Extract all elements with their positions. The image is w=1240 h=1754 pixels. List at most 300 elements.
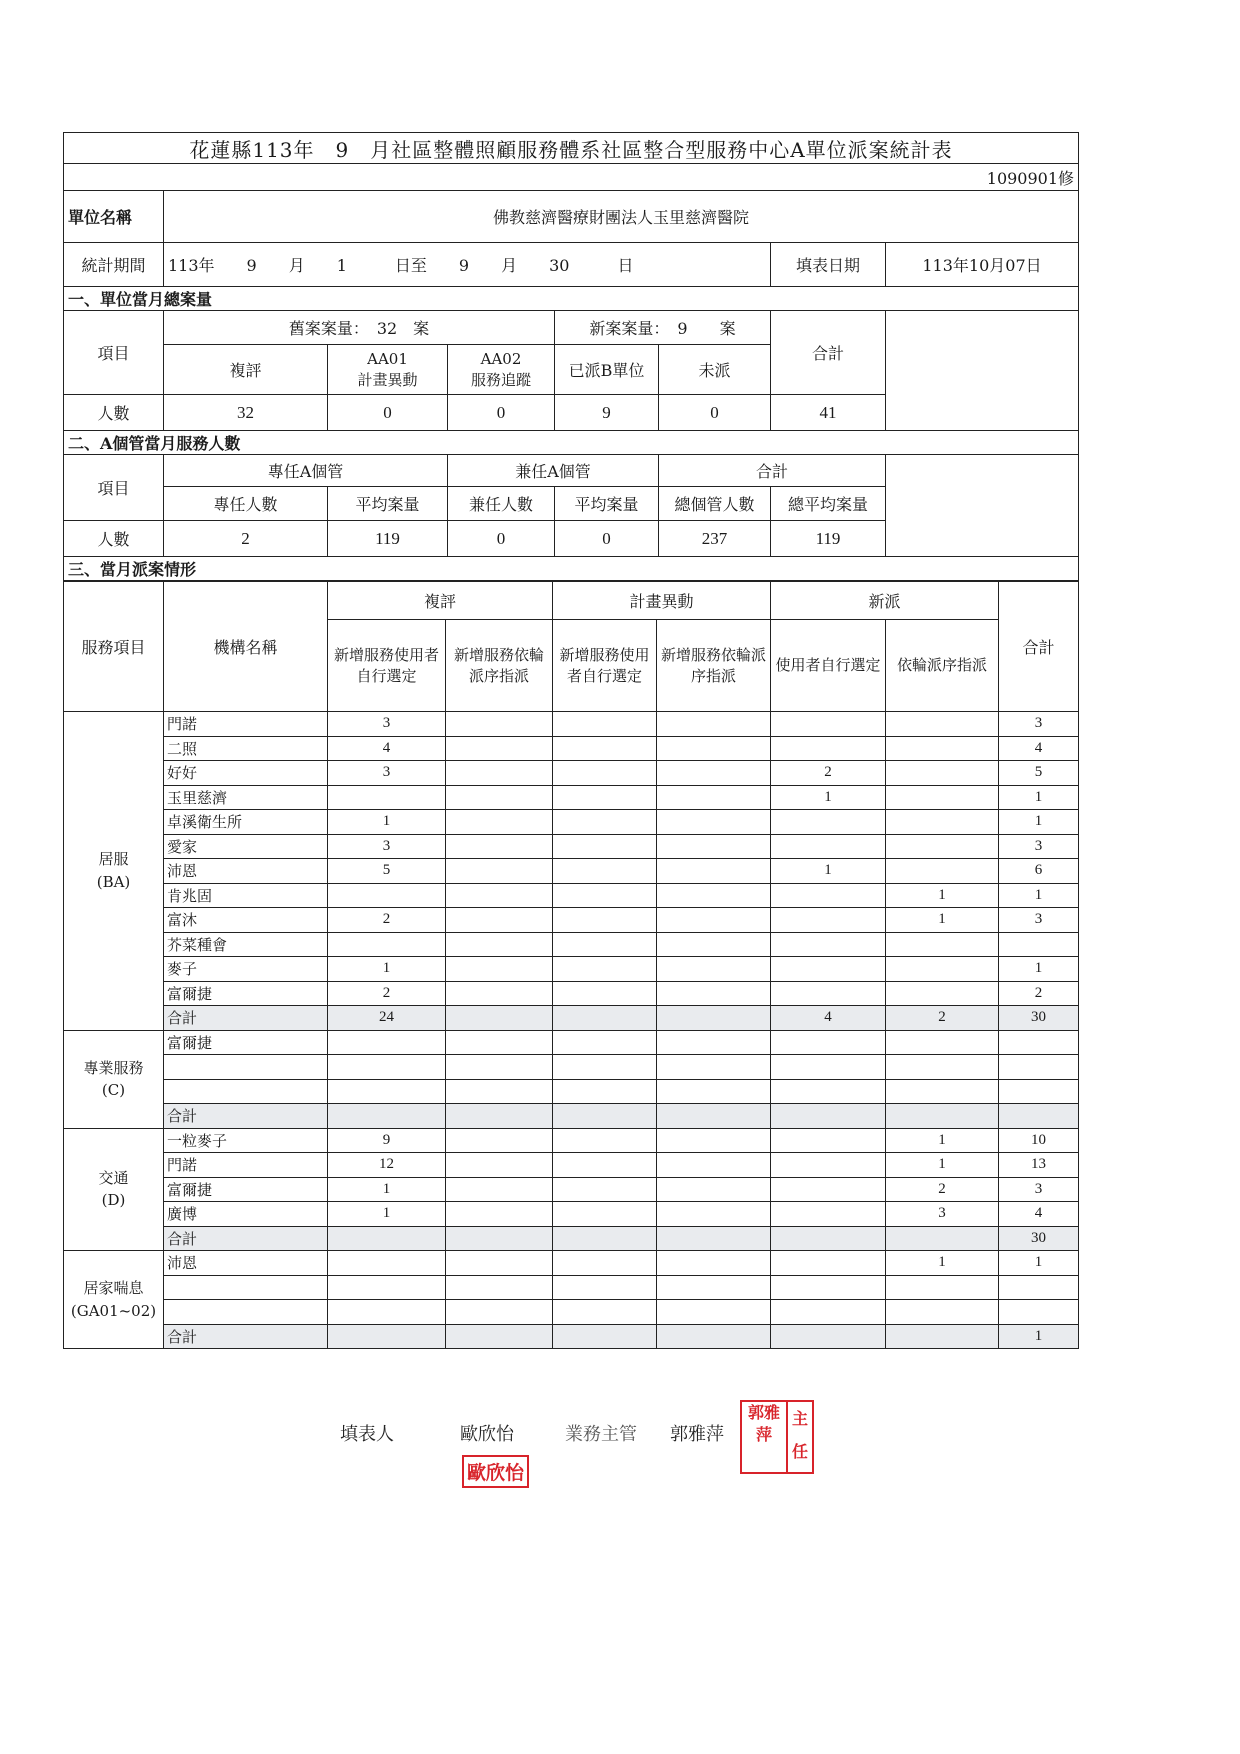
dispatch-count xyxy=(446,834,553,859)
table-row xyxy=(64,1251,1079,1276)
dispatch-count xyxy=(446,1153,553,1178)
dispatch-count xyxy=(328,785,446,810)
row-total: 1 xyxy=(999,957,1079,982)
dispatch-count xyxy=(886,1300,999,1325)
agency-name: 合計 xyxy=(164,1104,328,1129)
row-total: 1 xyxy=(999,1251,1079,1276)
dispatch-count xyxy=(446,810,553,835)
dispatch-count xyxy=(771,834,886,859)
dispatch-count xyxy=(657,883,771,908)
dispatch-count: 3 xyxy=(328,712,446,737)
s1-value: 9 xyxy=(555,395,659,431)
dispatch-count xyxy=(446,1226,553,1251)
dispatch-count xyxy=(771,957,886,982)
dispatch-count xyxy=(553,908,657,933)
dispatch-count xyxy=(657,1251,771,1276)
dispatch-count xyxy=(328,1104,446,1129)
supervisor-stamp-title: 主任 xyxy=(791,1409,808,1461)
dispatch-count xyxy=(771,712,886,737)
s1-new-cases: 新案案量： 9 案 xyxy=(555,311,771,345)
dispatch-count xyxy=(446,785,553,810)
dispatch-count xyxy=(446,1202,553,1227)
s3-subcol: 新增服務使用者自行選定 xyxy=(553,620,657,712)
table-row xyxy=(64,908,1079,933)
dispatch-count xyxy=(771,908,886,933)
service-category-name: 專業服務 xyxy=(83,1058,144,1077)
dispatch-count xyxy=(657,1177,771,1202)
dispatch-count xyxy=(446,736,553,761)
dispatch-count xyxy=(771,932,886,957)
dispatch-count xyxy=(771,1324,886,1349)
dispatch-count xyxy=(553,1055,657,1080)
dispatch-count xyxy=(886,736,999,761)
s3-group-new: 新派 xyxy=(771,582,999,620)
dispatch-count xyxy=(886,785,999,810)
dispatch-count xyxy=(886,859,999,884)
agency-name: 卓溪衛生所 xyxy=(164,810,328,835)
filler-seal-stamp: 歐欣怡 xyxy=(462,1455,529,1488)
dispatch-count xyxy=(657,761,771,786)
row-total: 1 xyxy=(999,785,1079,810)
s1-value-total: 41 xyxy=(771,395,886,431)
dispatch-count xyxy=(771,1055,886,1080)
dispatch-count xyxy=(446,1079,553,1104)
agency-name: 沛恩 xyxy=(164,1251,328,1276)
dispatch-count: 5 xyxy=(328,859,446,884)
dispatch-count xyxy=(657,712,771,737)
dispatch-count: 1 xyxy=(328,1202,446,1227)
row-total: 2 xyxy=(999,981,1079,1006)
dispatch-count xyxy=(328,1275,446,1300)
agency-name: 富爾捷 xyxy=(164,981,328,1006)
dispatch-count xyxy=(886,712,999,737)
dispatch-count xyxy=(328,1251,446,1276)
agency-name: 門諾 xyxy=(164,712,328,737)
dispatch-count xyxy=(657,810,771,835)
dispatch-count xyxy=(328,1226,446,1251)
table-row xyxy=(64,1202,1079,1227)
dispatch-count xyxy=(553,1202,657,1227)
dispatch-count: 12 xyxy=(328,1153,446,1178)
table-row xyxy=(64,932,1079,957)
dispatch-table-body xyxy=(64,712,1079,1349)
table-row xyxy=(64,1030,1079,1055)
agency-name: 麥子 xyxy=(164,957,328,982)
s1-item-label: 項目 xyxy=(64,311,164,395)
dispatch-count xyxy=(553,1153,657,1178)
dispatch-count xyxy=(657,932,771,957)
row-total: 5 xyxy=(999,761,1079,786)
dispatch-count xyxy=(771,1275,886,1300)
dispatch-count xyxy=(771,736,886,761)
header-table xyxy=(63,132,1079,581)
dispatch-count xyxy=(553,932,657,957)
s2-value: 0 xyxy=(448,521,555,557)
dispatch-count xyxy=(446,908,553,933)
filler-name: 歐欣怡 xyxy=(460,1424,514,1445)
row-total: 13 xyxy=(999,1153,1079,1178)
row-total xyxy=(999,1055,1079,1080)
service-category-code: (D) xyxy=(101,1191,126,1210)
dispatch-count: 3 xyxy=(328,834,446,859)
dispatch-count xyxy=(553,1177,657,1202)
subtotal-row xyxy=(64,1006,1079,1031)
dispatch-count xyxy=(553,1128,657,1153)
dispatch-count: 1 xyxy=(886,883,999,908)
agency-name: 一粒麥子 xyxy=(164,1128,328,1153)
agency-name: 門諾 xyxy=(164,1153,328,1178)
table-row xyxy=(64,834,1079,859)
s2-group-fulltime: 專任A個管 xyxy=(164,455,448,487)
dispatch-count xyxy=(657,1226,771,1251)
service-category xyxy=(64,1251,164,1349)
agency-name: 合計 xyxy=(164,1006,328,1031)
s2-col: 總個管人數 xyxy=(659,487,771,521)
s3-col-total: 合計 xyxy=(999,582,1079,712)
table-row xyxy=(64,761,1079,786)
s1-value: 0 xyxy=(328,395,448,431)
dispatch-count xyxy=(446,1251,553,1276)
agency-name xyxy=(164,1055,328,1080)
dispatch-count xyxy=(553,761,657,786)
dispatch-count xyxy=(771,1030,886,1055)
s2-col: 平均案量 xyxy=(328,487,448,521)
dispatch-count: 3 xyxy=(328,761,446,786)
table-row xyxy=(64,1079,1079,1104)
s1-col-aa01-code: AA01 xyxy=(367,350,408,369)
s2-row-label: 人數 xyxy=(64,521,164,557)
form-version: 1090901修 xyxy=(64,164,1079,191)
section1-heading: 一、單位當月總案量 xyxy=(64,287,1079,311)
dispatch-count: 4 xyxy=(328,736,446,761)
agency-name: 玉里慈濟 xyxy=(164,785,328,810)
dispatch-count xyxy=(657,908,771,933)
table-row xyxy=(64,1300,1079,1325)
dispatch-count xyxy=(657,1079,771,1104)
dispatch-count: 3 xyxy=(886,1202,999,1227)
dispatch-count xyxy=(657,1153,771,1178)
row-total: 3 xyxy=(999,834,1079,859)
dispatch-count xyxy=(771,810,886,835)
service-category-name: 居服 xyxy=(98,850,129,869)
dispatch-count xyxy=(886,932,999,957)
dispatch-count xyxy=(657,1275,771,1300)
dispatch-count: 1 xyxy=(328,957,446,982)
dispatch-count xyxy=(553,712,657,737)
agency-name xyxy=(164,1300,328,1325)
dispatch-count: 1 xyxy=(886,1153,999,1178)
dispatch-count xyxy=(886,1055,999,1080)
agency-name: 沛恩 xyxy=(164,859,328,884)
dispatch-count xyxy=(446,761,553,786)
supervisor-stamp-name: 郭雅萍 xyxy=(742,1402,788,1472)
dispatch-count xyxy=(553,1300,657,1325)
row-total: 1 xyxy=(999,1324,1079,1349)
row-total xyxy=(999,1300,1079,1325)
period-label: 統計期間 xyxy=(64,243,164,287)
dispatch-count xyxy=(446,1300,553,1325)
dispatch-count xyxy=(771,1079,886,1104)
agency-name: 富沐 xyxy=(164,908,328,933)
agency-name: 廣博 xyxy=(164,1202,328,1227)
period-value: 113年 9 月 1 日至 9 月 30 日 xyxy=(164,243,771,287)
dispatch-count xyxy=(446,1177,553,1202)
dispatch-count xyxy=(886,1079,999,1104)
table-row xyxy=(64,981,1079,1006)
dispatch-count xyxy=(446,1104,553,1129)
s1-row-label: 人數 xyxy=(64,395,164,431)
s2-value: 119 xyxy=(328,521,448,557)
dispatch-count xyxy=(328,883,446,908)
service-category-code: (C) xyxy=(101,1081,126,1099)
dispatch-count: 1 xyxy=(886,1251,999,1276)
dispatch-count: 1 xyxy=(328,810,446,835)
dispatch-count xyxy=(657,957,771,982)
row-total: 3 xyxy=(999,908,1079,933)
row-total: 3 xyxy=(999,1177,1079,1202)
section2-heading: 二、A個管當月服務人數 xyxy=(64,431,1079,455)
s3-subcol: 依輪派序指派 xyxy=(886,620,999,712)
dispatch-count xyxy=(657,1202,771,1227)
s1-value: 0 xyxy=(448,395,555,431)
s2-col: 專任人數 xyxy=(164,487,328,521)
s2-value: 119 xyxy=(771,521,886,557)
s3-group-plan-change: 計畫異動 xyxy=(553,582,771,620)
agency-name: 富爾捷 xyxy=(164,1030,328,1055)
dispatch-count xyxy=(553,981,657,1006)
dispatch-count xyxy=(553,1104,657,1129)
s1-total-label: 合計 xyxy=(771,311,886,395)
service-category-name: 居家喘息 xyxy=(83,1279,144,1297)
agency-name: 好好 xyxy=(164,761,328,786)
agency-name: 愛家 xyxy=(164,834,328,859)
agency-name: 芥菜種會 xyxy=(164,932,328,957)
filler-label: 填表人 xyxy=(340,1424,394,1445)
dispatch-count xyxy=(553,736,657,761)
dispatch-count xyxy=(657,1128,771,1153)
dispatch-count xyxy=(553,957,657,982)
dispatch-count xyxy=(446,1055,553,1080)
service-category xyxy=(64,1030,164,1128)
supervisor-name: 郭雅萍 xyxy=(670,1424,724,1445)
s1-col-aa02-code: AA02 xyxy=(480,350,522,369)
table-row xyxy=(64,883,1079,908)
dispatch-count xyxy=(553,1079,657,1104)
fill-date-value: 113年10月07日 xyxy=(886,243,1079,287)
dispatch-table xyxy=(63,581,1079,1349)
row-total xyxy=(999,932,1079,957)
dispatch-count xyxy=(886,1104,999,1129)
dispatch-count xyxy=(657,785,771,810)
table-row xyxy=(64,1177,1079,1202)
dispatch-count xyxy=(328,1055,446,1080)
dispatch-count xyxy=(886,1030,999,1055)
dispatch-count xyxy=(553,883,657,908)
dispatch-count: 1 xyxy=(886,1128,999,1153)
s2-value: 237 xyxy=(659,521,771,557)
dispatch-count xyxy=(446,883,553,908)
dispatch-count xyxy=(886,1324,999,1349)
dispatch-count xyxy=(553,1030,657,1055)
s2-item-label: 項目 xyxy=(64,455,164,521)
dispatch-count xyxy=(886,1226,999,1251)
s2-value: 2 xyxy=(164,521,328,557)
dispatch-statistics-form xyxy=(63,132,1078,1349)
subtotal-row xyxy=(64,1226,1079,1251)
dispatch-count xyxy=(446,1128,553,1153)
row-total xyxy=(999,1030,1079,1055)
dispatch-count xyxy=(771,1153,886,1178)
dispatch-count xyxy=(657,981,771,1006)
dispatch-count xyxy=(771,1300,886,1325)
s3-subcol: 新增服務依輪派序指派 xyxy=(657,620,771,712)
dispatch-count xyxy=(553,1006,657,1031)
dispatch-count xyxy=(446,1275,553,1300)
unit-name-label: 單位名稱 xyxy=(64,191,164,243)
service-category xyxy=(64,712,164,1031)
s2-col: 平均案量 xyxy=(555,487,659,521)
row-total: 30 xyxy=(999,1226,1079,1251)
dispatch-count xyxy=(328,1324,446,1349)
dispatch-count xyxy=(771,1226,886,1251)
dispatch-count xyxy=(446,1006,553,1031)
dispatch-count xyxy=(771,1104,886,1129)
s2-col: 兼任人數 xyxy=(448,487,555,521)
row-total: 30 xyxy=(999,1006,1079,1031)
table-row xyxy=(64,1128,1079,1153)
table-row xyxy=(64,810,1079,835)
dispatch-count xyxy=(553,834,657,859)
row-total xyxy=(999,1104,1079,1129)
dispatch-count xyxy=(553,1251,657,1276)
service-category xyxy=(64,1128,164,1251)
agency-name xyxy=(164,1079,328,1104)
dispatch-count xyxy=(328,932,446,957)
dispatch-count xyxy=(553,785,657,810)
s1-value: 0 xyxy=(659,395,771,431)
dispatch-count xyxy=(328,1030,446,1055)
s1-col-review: 複評 xyxy=(164,345,328,395)
dispatch-count: 2 xyxy=(771,761,886,786)
dispatch-count xyxy=(446,859,553,884)
dispatch-count xyxy=(446,1030,553,1055)
s1-col-undispatched: 未派 xyxy=(659,345,771,395)
agency-name: 肯兆固 xyxy=(164,883,328,908)
dispatch-count: 2 xyxy=(328,981,446,1006)
agency-name: 合計 xyxy=(164,1226,328,1251)
dispatch-count xyxy=(328,1079,446,1104)
dispatch-count xyxy=(886,834,999,859)
row-total: 4 xyxy=(999,736,1079,761)
dispatch-count xyxy=(446,981,553,1006)
s1-empty-cell xyxy=(886,311,1079,431)
dispatch-count xyxy=(771,1128,886,1153)
dispatch-count xyxy=(657,736,771,761)
s2-group-parttime: 兼任A個管 xyxy=(448,455,659,487)
s1-col-aa02 xyxy=(448,345,555,395)
dispatch-count xyxy=(657,1104,771,1129)
s2-value: 0 xyxy=(555,521,659,557)
dispatch-count: 2 xyxy=(886,1177,999,1202)
dispatch-count xyxy=(771,1251,886,1276)
dispatch-count xyxy=(886,810,999,835)
s3-group-review: 複評 xyxy=(328,582,553,620)
row-total xyxy=(999,1079,1079,1104)
dispatch-count: 1 xyxy=(328,1177,446,1202)
service-category-name: 交通 xyxy=(98,1168,129,1187)
dispatch-count xyxy=(657,1300,771,1325)
dispatch-count xyxy=(553,810,657,835)
service-category-code: (GA01~02) xyxy=(70,1301,157,1320)
dispatch-count xyxy=(553,1275,657,1300)
agency-name xyxy=(164,1275,328,1300)
dispatch-count xyxy=(328,1300,446,1325)
s1-col-aa01-label: 計畫異動 xyxy=(357,370,418,389)
dispatch-count: 9 xyxy=(328,1128,446,1153)
dispatch-count: 2 xyxy=(886,1006,999,1031)
table-row xyxy=(64,785,1079,810)
table-row xyxy=(64,1275,1079,1300)
dispatch-count: 1 xyxy=(771,859,886,884)
dispatch-count xyxy=(657,834,771,859)
s3-col-service: 服務項目 xyxy=(64,582,164,712)
dispatch-count xyxy=(771,1202,886,1227)
dispatch-count xyxy=(553,859,657,884)
table-row xyxy=(64,712,1079,737)
dispatch-count: 1 xyxy=(771,785,886,810)
dispatch-count xyxy=(657,1324,771,1349)
s1-col-aa01 xyxy=(328,345,448,395)
s3-subcol: 新增服務依輪派序指派 xyxy=(446,620,553,712)
dispatch-count xyxy=(446,932,553,957)
dispatch-count xyxy=(771,981,886,1006)
dispatch-count: 2 xyxy=(328,908,446,933)
fill-date-label: 填表日期 xyxy=(771,243,886,287)
dispatch-count xyxy=(771,883,886,908)
row-total: 3 xyxy=(999,712,1079,737)
dispatch-count xyxy=(553,1226,657,1251)
unit-name-value: 佛教慈濟醫療財團法人玉里慈濟醫院 xyxy=(164,191,1079,243)
s1-old-cases: 舊案案量： 32 案 xyxy=(164,311,555,345)
supervisor-seal-stamp xyxy=(740,1400,814,1474)
section3-heading: 三、當月派案情形 xyxy=(64,557,1079,581)
s3-subcol: 新增服務使用者自行選定 xyxy=(328,620,446,712)
s1-value: 32 xyxy=(164,395,328,431)
dispatch-count xyxy=(886,957,999,982)
row-total: 4 xyxy=(999,1202,1079,1227)
dispatch-count: 1 xyxy=(886,908,999,933)
service-category-code: (BA) xyxy=(96,872,131,891)
s2-col: 總平均案量 xyxy=(771,487,886,521)
dispatch-count xyxy=(886,761,999,786)
dispatch-count xyxy=(446,712,553,737)
s2-group-total: 合計 xyxy=(659,455,886,487)
dispatch-count xyxy=(886,981,999,1006)
s3-col-agency: 機構名稱 xyxy=(164,582,328,712)
subtotal-row xyxy=(64,1324,1079,1349)
dispatch-count xyxy=(657,1030,771,1055)
table-row xyxy=(64,859,1079,884)
dispatch-count xyxy=(657,859,771,884)
dispatch-count xyxy=(657,1006,771,1031)
row-total xyxy=(999,1275,1079,1300)
table-row xyxy=(64,1153,1079,1178)
dispatch-count xyxy=(553,1324,657,1349)
subtotal-row xyxy=(64,1104,1079,1129)
table-row xyxy=(64,736,1079,761)
dispatch-count xyxy=(886,1275,999,1300)
table-row xyxy=(64,957,1079,982)
